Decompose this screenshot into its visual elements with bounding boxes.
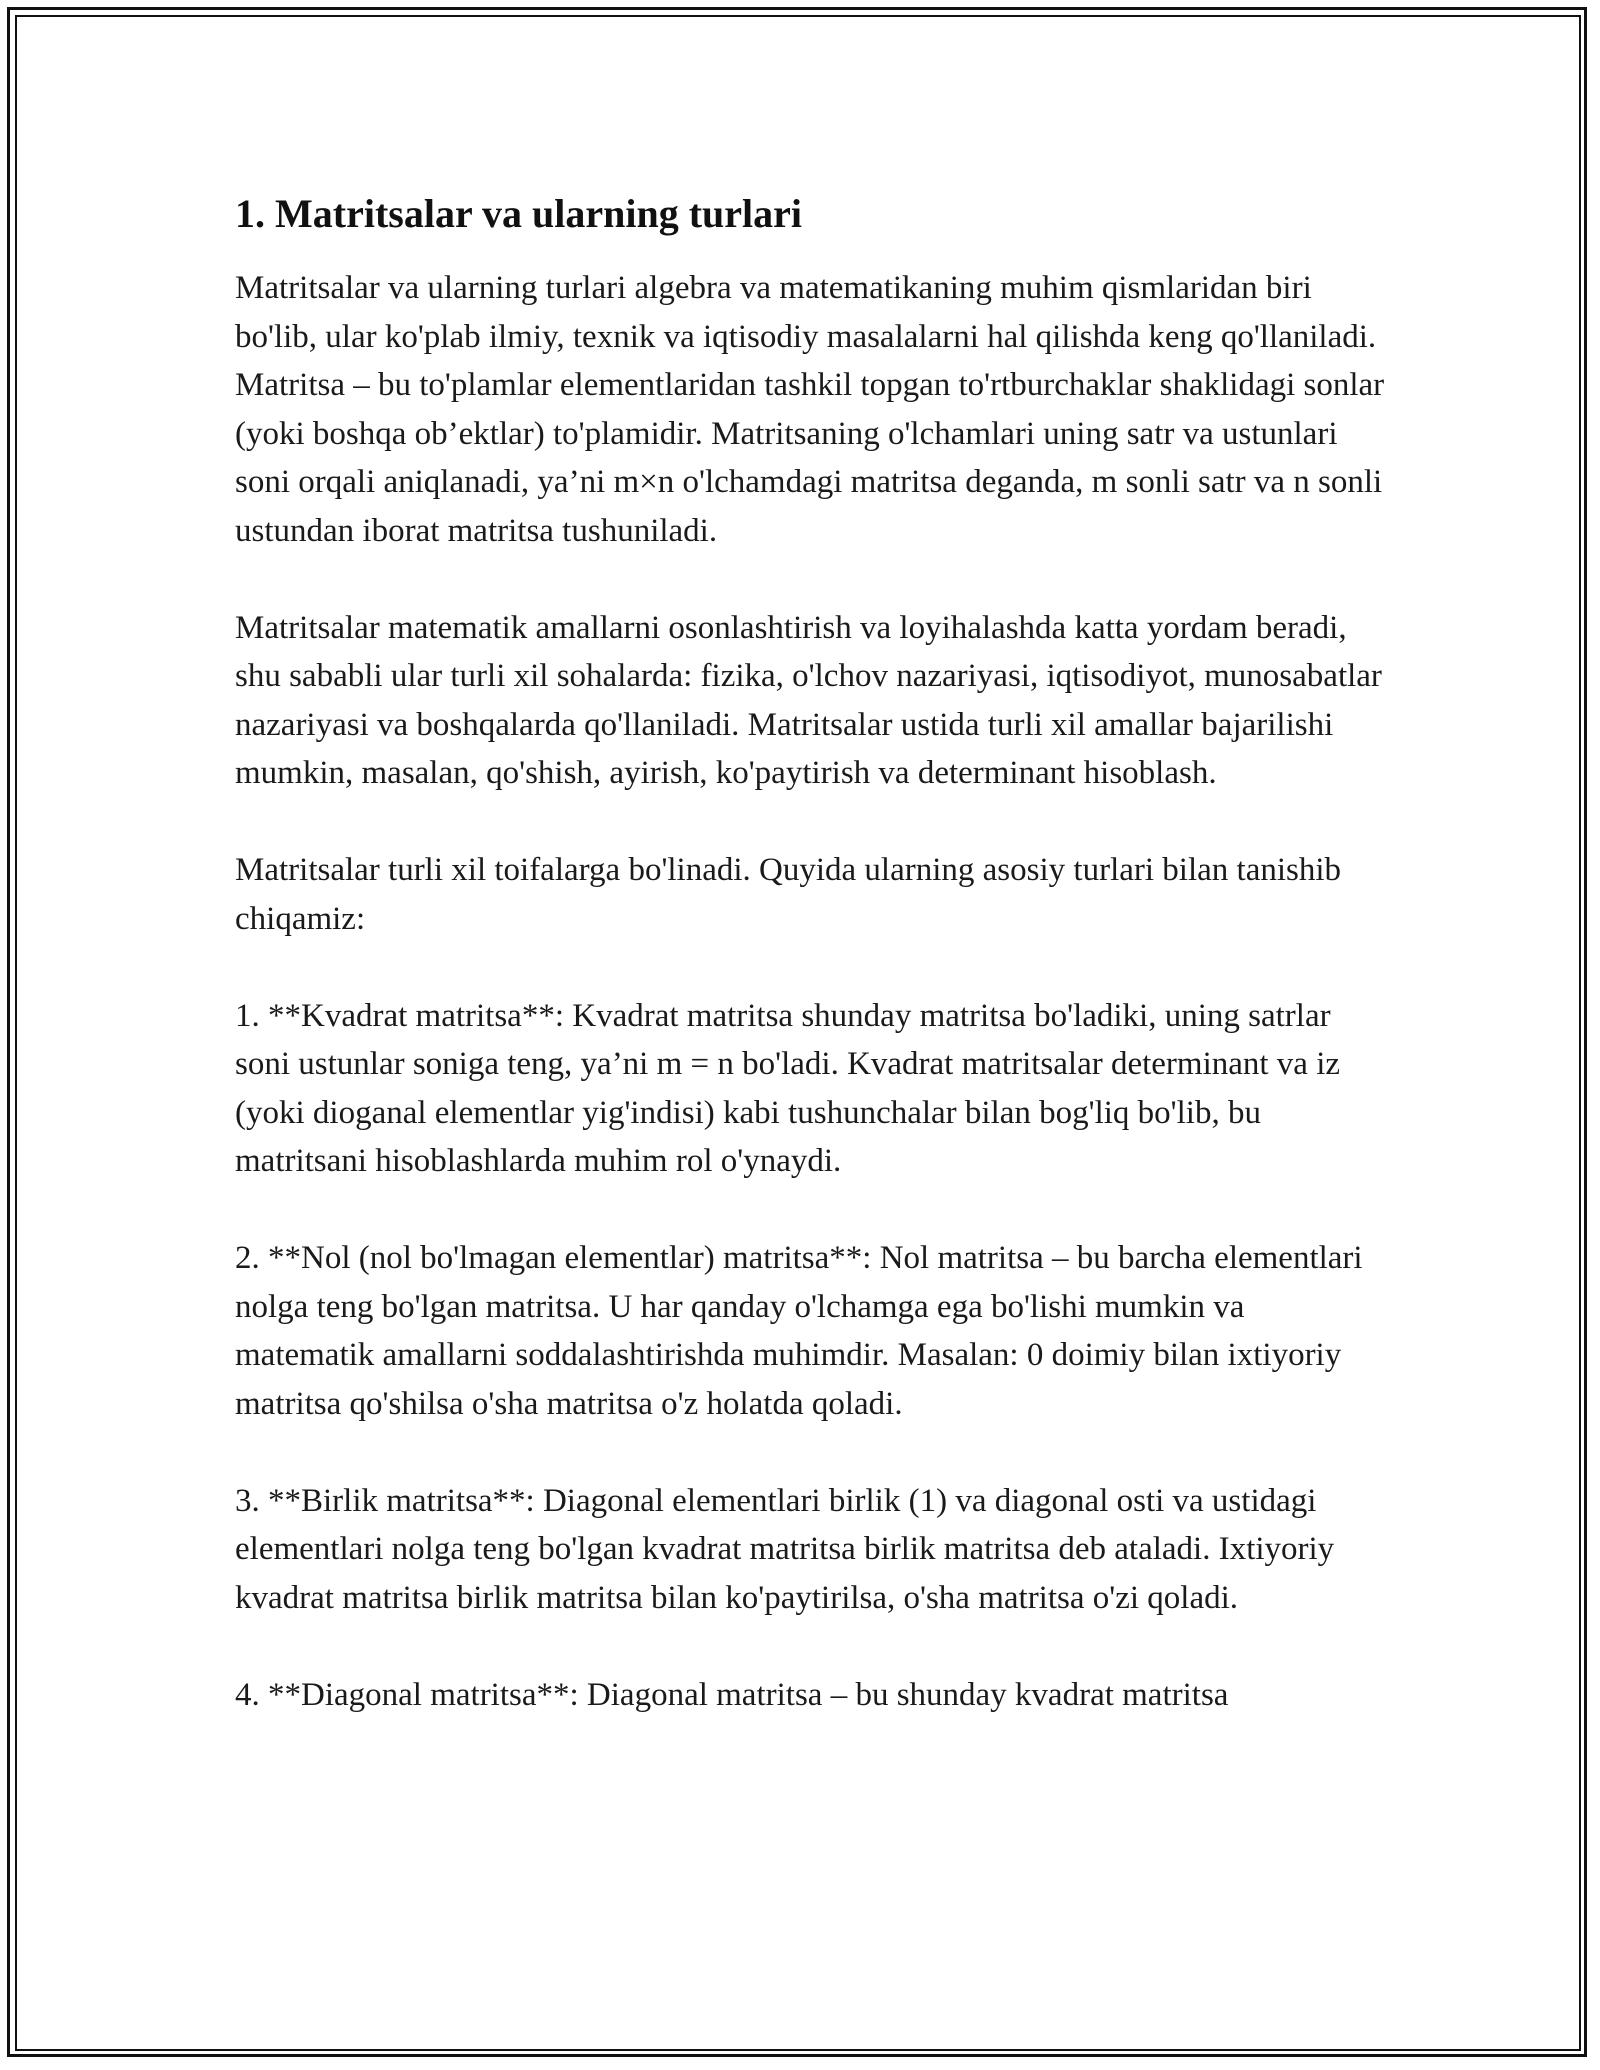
list-item-identity-matrix: 3. **Birlik matritsa**: Diagonal elementlari birlik (1) va diagonal osti va ustidagi elementlari nolga teng bo'lgan kvadrat matritsa birlik matritsa deb ataladi. Ixtiyoriy kvadrat matritsa birlik matritsa bilan ko'paytirilsa, o'sha matritsa o'zi qoladi. bbox=[235, 1482, 1335, 1616]
list-item-diagonal-matrix: 4. **Diagonal matritsa**: Diagonal matritsa – bu shunday kvadrat matritsa bbox=[235, 1676, 1229, 1713]
paragraph-applications: Matritsalar matematik amallarni osonlashtirish va loyihalashda katta yordam beradi, shu sababli ular turli xil sohalarda: fizika, o'lchov nazariyasi, iqtisodiyot, munosabatlar nazariyasi va boshqalarda qo'llaniladi. Matritsalar ustida turli xil amallar bajarilishi mumkin, masalan, qo'shish, ayirish, ko'paytirish va determinant hisoblash. bbox=[235, 609, 1382, 791]
list-item-zero-matrix: 2. **Nol (nol bo'lmagan elementlar) matritsa**: Nol matritsa – bu barcha elementlari nolga teng bo'lgan matritsa. U har qanday o'lchamga ega bo'lishi mumkin va matematik amallarni soddalashtirishda muhimdir. Masalan: 0 doimiy bilan ixtiyoriy matritsa qo'shilsa o'sha matritsa o'z holatda qoladi. bbox=[235, 1240, 1363, 1422]
paragraph-types-intro: Matritsalar turli xil toifalarga bo'linadi. Quyida ularning asosiy turlari bilan tanishib chiqamiz: bbox=[235, 852, 1342, 937]
list-item-square-matrix: 1. **Kvadrat matritsa**: Kvadrat matritsa shunday matritsa bo'ladiki, uning satrlar soni ustunlar soniga teng, ya’ni m = n bo'ladi. Kvadrat matritsalar determinant va iz (yoki dioganal elementlar yig'indisi) kabi tushunchalar bilan bog'liq bo'lib, bu matritsani hisoblashlarda muhim rol o'ynaydi. bbox=[235, 997, 1341, 1179]
document-body bbox=[235, 186, 1385, 1768]
paragraph-intro: Matritsalar va ularning turlari algebra va matematikaning muhim qismlaridan biri bo'lib, ular ko'plab ilmiy, texnik va iqtisodiy masalalarni hal qilishda keng qo'llaniladi. Matritsa – bu to'plamlar elementlaridan tashkil topgan to'rtburchaklar shaklidagi sonlar (yoki boshqa ob’ektlar) to'plamidir. Matritsaning o'lchamlari uning satr va ustunlari soni orqali aniqlanadi, ya’ni m×n o'lchamdagi matritsa deganda, m sonli satr va n sonli ustundan iborat matritsa tushuniladi. bbox=[235, 270, 1385, 549]
document-title: 1. Matritsalar va ularning turlari bbox=[235, 191, 802, 236]
